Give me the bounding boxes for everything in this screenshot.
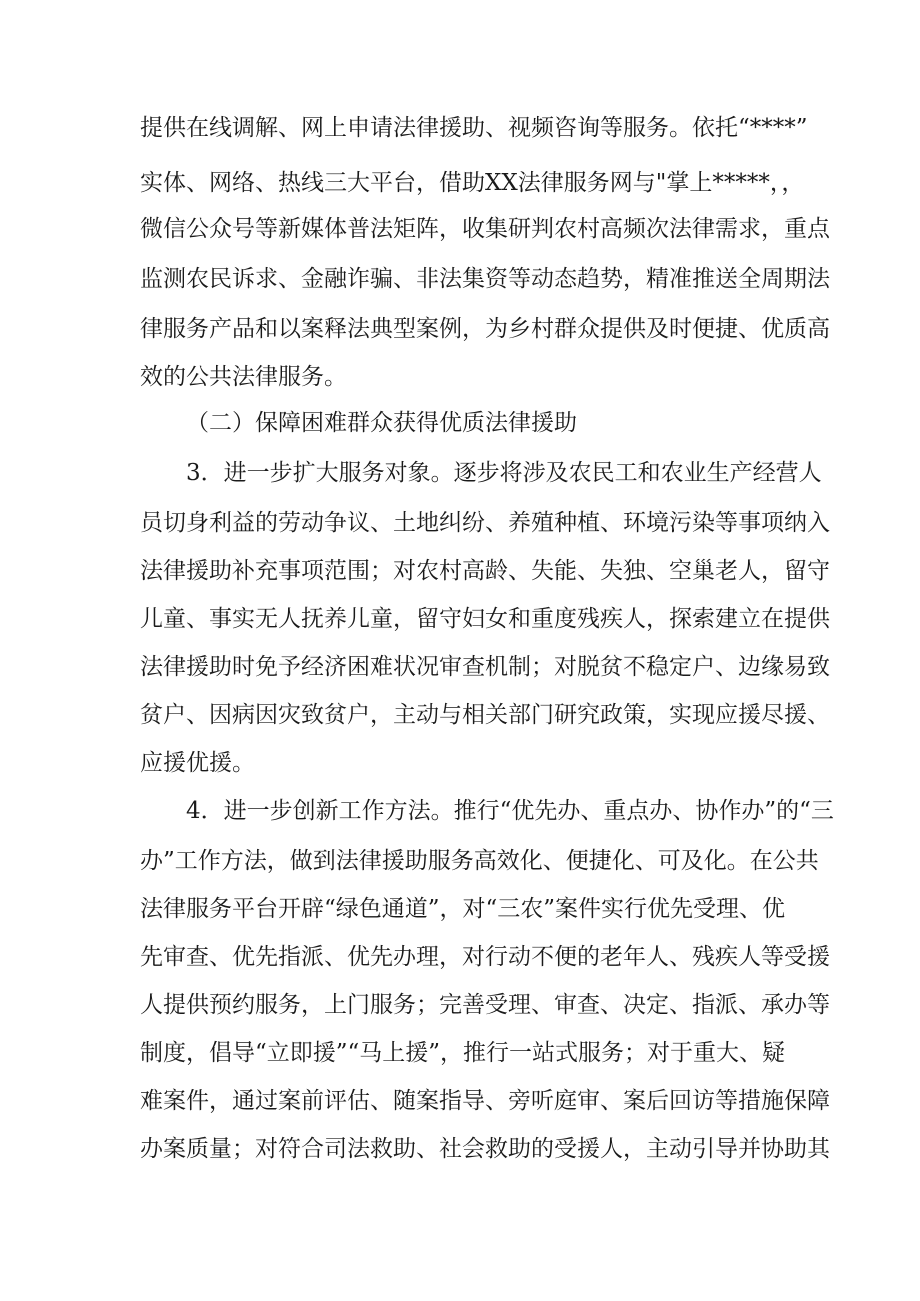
paragraph-line: 办案质量；对符合司法救助、社会救助的受援人，主动引导并协助其 — [140, 1136, 830, 1162]
paragraph-line: 律服务产品和以案释法典型案例，为乡村群众提供及时便捷、优质高 — [140, 316, 830, 342]
paragraph-line: 监测农民诉求、金融诈骗、非法集资等动态趋势，精准推送全周期法 — [140, 266, 830, 292]
paragraph-line: 难案件，通过案前评估、随案指导、旁听庭审、案后回访等措施保障 — [140, 1088, 830, 1114]
paragraph-line: 贫户、因病因灾致贫户，主动与相关部门研究政策，实现应援尽援、 — [140, 702, 830, 728]
paragraph-line: 3．进一步扩大服务对象。逐步将涉及农民工和农业生产经营人 — [186, 460, 822, 486]
section-heading: （二）保障困难群众获得优质法律援助 — [186, 410, 577, 436]
paragraph-line: 4．进一步创新工作方法。推行“优先办、重点办、协作办”的“三 — [186, 798, 834, 824]
paragraph-line: 先审查、优先指派、优先办理，对行动不便的老年人、残疾人等受援 — [140, 944, 830, 970]
paragraph-line: 提供在线调解、网上申请法律援助、视频咨询等服务。依托“****” — [140, 115, 808, 141]
paragraph-line: 法律援助补充事项范围；对农村高龄、失能、失独、空巢老人，留守 — [140, 558, 830, 584]
paragraph-line: 法律援助时免予经济困难状况审查机制；对脱贫不稳定户、边缘易致 — [140, 654, 830, 680]
paragraph-line: 办”工作方法，做到法律援助服务高效化、便捷化、可及化。在公共 — [140, 848, 819, 874]
paragraph-line: 应援优援。 — [140, 750, 255, 776]
paragraph-line: 效的公共法律服务。 — [140, 364, 347, 390]
paragraph-line: 微信公众号等新媒体普法矩阵，收集研判农村高频次法律需求，重点 — [140, 216, 830, 242]
paragraph-line: 员切身利益的劳动争议、土地纠纷、养殖种植、环境污染等事项纳入 — [140, 510, 830, 536]
paragraph-line: 人提供预约服务，上门服务；完善受理、审查、决定、指派、承办等 — [140, 992, 830, 1018]
paragraph-line: 制度，倡导“立即援”“马上援”，推行一站式服务；对于重大、疑 — [140, 1040, 786, 1066]
paragraph-line: 法律服务平台开辟“绿色通道”，对“三农”案件实行优先受理、优 — [140, 896, 786, 922]
paragraph-line: 实体、网络、热线三大平台，借助XX法律服务网与"掌上*****，， — [140, 170, 805, 196]
paragraph-line: 儿童、事实无人抚养儿童，留守妇女和重度残疾人，探索建立在提供 — [140, 606, 830, 632]
